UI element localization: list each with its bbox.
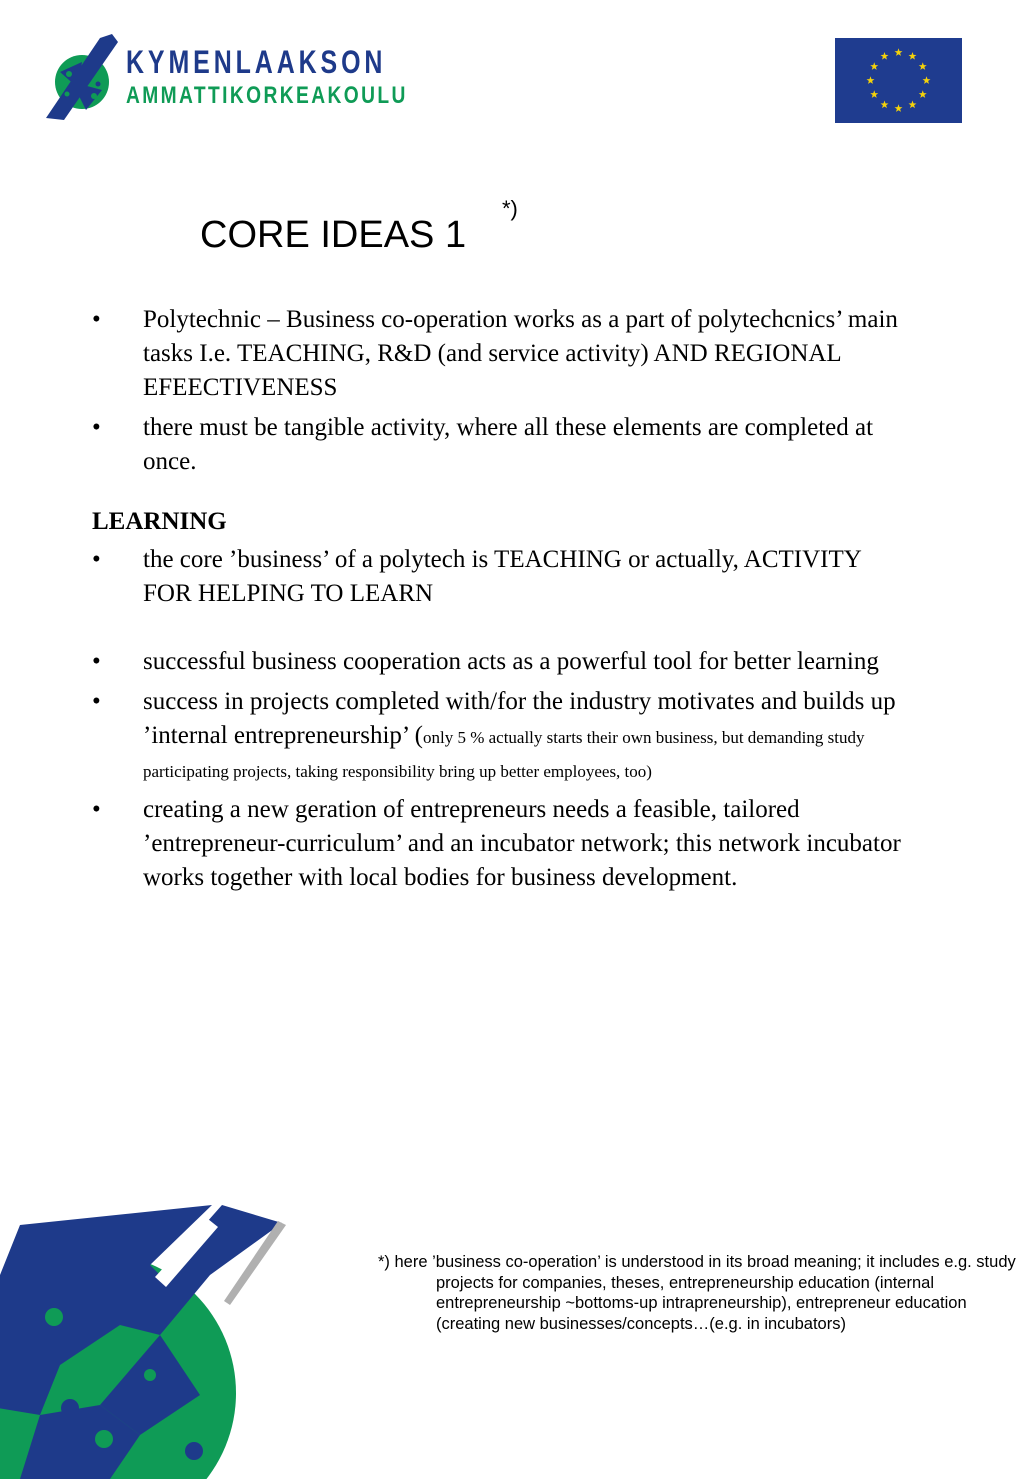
bullet-icon: • (92, 688, 101, 715)
logo-emblem-icon (42, 32, 126, 124)
logo-text-line2: AMMATTIKORKEAKOULU (126, 82, 408, 109)
list-item (92, 793, 902, 895)
eu-flag-icon (835, 38, 962, 123)
list-item (92, 685, 902, 787)
list-item-text: creating a new geration of entrepreneurs needs a feasible, tailored ’entrepreneur-curriculum’ and an incubator network; this network incubator works together with local bodies for business development. (143, 796, 901, 891)
page-title: CORE IDEAS 1 (200, 214, 467, 256)
bullet-icon: • (92, 306, 101, 333)
list-item-text: successful business cooperation acts as a powerful tool for better learning (143, 648, 879, 675)
list-item-main-text: success in projects completed with/for the industry motivates and builds up ’internal entrepreneurship’ ( (143, 688, 896, 749)
school-logo (42, 32, 408, 124)
main-content (92, 303, 902, 895)
bullet-icon: • (92, 414, 101, 441)
list-item (92, 303, 902, 405)
list-item-small-text: only 5 % actually starts their own business, but demanding study participating projects, taking responsibility bring up better employees, too) (143, 728, 865, 781)
bullet-icon: • (92, 648, 101, 675)
bullet-icon: • (92, 796, 101, 823)
list-item-text: Polytechnic – Business co-operation works as a part of polytechcnics’ main tasks I.e. TEACHING, R&D (and service activity) AND REGIONAL EFEECTIVENESS (143, 306, 898, 401)
title-footnote-mark: *) (502, 196, 518, 221)
list-item (92, 645, 902, 679)
list-item-text: there must be tangible activity, where all these elements are completed at once. (143, 414, 874, 475)
list-item-text (143, 685, 902, 787)
decorative-emblem-icon (0, 1205, 300, 1479)
footnote: *) here ’business co-operation’ is understood in its broad meaning; it includes e.g. study projects for companies, theses, entrepreneurship education (internal entrepreneurship ~bottoms-up intrapreneurship), entrepreneur education (creating new businesses/concepts…(e.g. in incubators) (378, 1253, 1016, 1333)
logo-text-line1: KYMENLAAKSON (126, 44, 387, 80)
list-item (92, 411, 902, 479)
bullet-icon: • (92, 546, 101, 573)
list-item-text: the core ’business’ of a polytech is TEACHING or actually, ACTIVITY FOR HELPING TO LEARN (143, 546, 861, 607)
list-item (92, 543, 902, 611)
section-heading-learning: LEARNING (92, 508, 227, 535)
